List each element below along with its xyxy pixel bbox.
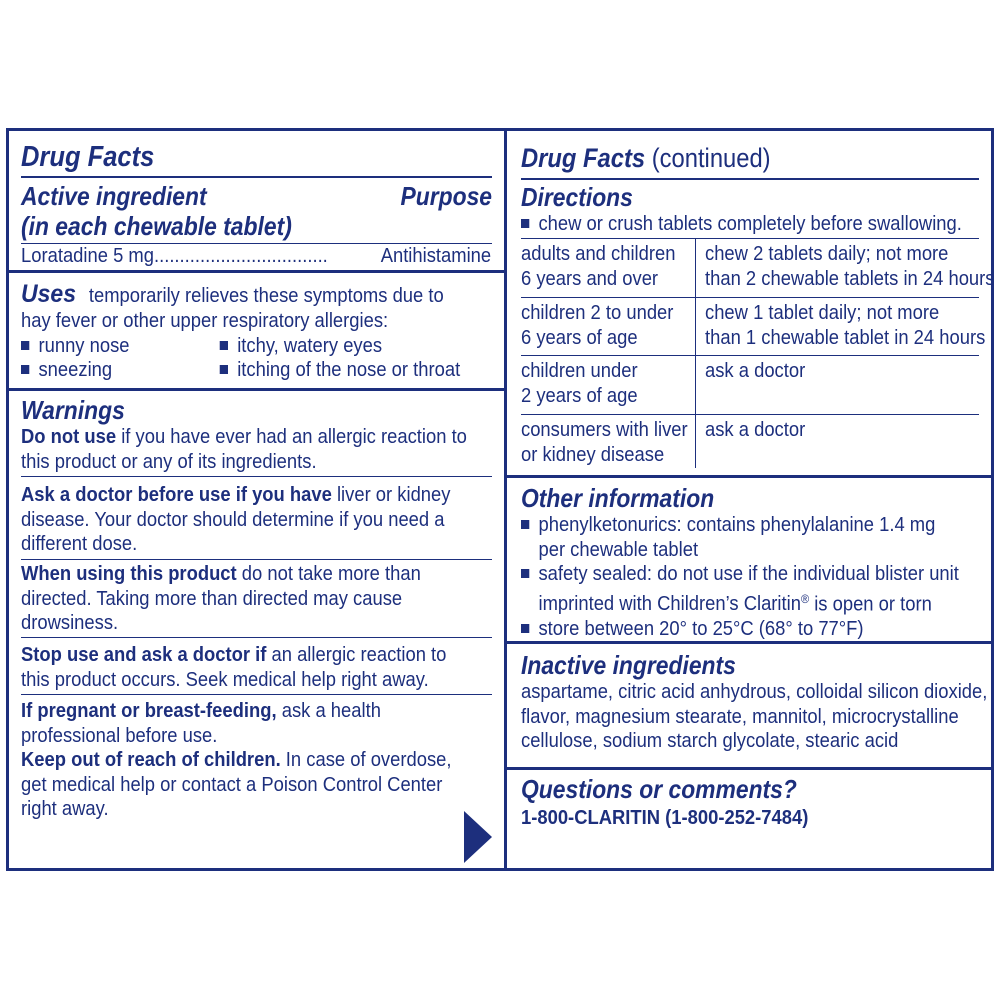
square-bullet-icon [21, 341, 29, 350]
warnings-section [9, 395, 504, 474]
title-rule [21, 176, 492, 178]
inactive-ingredients-heading: Inactive ingredients [521, 650, 736, 680]
keep-out-heading: Keep out of reach of children. [21, 749, 281, 771]
section-divider-uses [9, 270, 504, 273]
directions-heading: Directions [521, 182, 633, 212]
other-item: safety sealed: do not use if the individual blister unit imprinted with Children’s Claritin® is open or torn [521, 562, 978, 617]
square-bullet-icon [21, 365, 29, 374]
square-bullet-icon [521, 219, 529, 228]
active-ingredient-heading: Active ingredient [21, 181, 207, 211]
uses-section [9, 279, 504, 383]
left-panel [9, 131, 507, 868]
questions-heading: Questions or comments? [521, 774, 797, 804]
right-triangle-arrow-icon [464, 811, 492, 863]
warning-rule [21, 559, 492, 560]
active-ingredient-section [9, 181, 504, 245]
title-rule [521, 178, 979, 180]
uses-intro-line2: hay fever or other upper respiratory allergies: [21, 310, 389, 332]
use-item: runny nose [21, 334, 130, 359]
directions-section [507, 182, 991, 237]
active-ingredient-subheading: (in each chewable tablet) [21, 211, 292, 241]
ask-doctor-paragraph: Ask a doctor before use if you have liver or kidney disease. Your doctor should determine if you need a different dose. [21, 484, 451, 555]
other-item: store between 20° to 25°C (68° to 77°F) [521, 617, 978, 642]
directions-intro: chew or crush tablets completely before swallowing. [521, 212, 978, 237]
continued-title-section [507, 143, 991, 173]
use-item: itching of the nose or throat [220, 358, 460, 383]
inactive-ingredients-section: Inactive ingredients aspartame, citric acid anhydrous, colloidal silicon dioxide, flavor, magnesium stearate, mannitol, microcrystalline cellulose, sodium starch glycolate, stearic acid [521, 650, 988, 752]
warning-rule [21, 476, 492, 477]
section-divider-inactive [507, 641, 991, 644]
warning-rule [21, 637, 492, 638]
square-bullet-icon [521, 520, 529, 529]
purpose-heading: Purpose [400, 181, 492, 211]
warning-rule [21, 694, 492, 695]
other-information-section [507, 483, 991, 641]
square-bullet-icon [220, 341, 228, 350]
phone-number: 1-800-CLARITIN (1-800-252-7484) [521, 807, 809, 829]
warnings-heading: Warnings [21, 395, 125, 425]
ingredient-purpose: Antihistamine [380, 245, 492, 267]
section-divider-questions [507, 767, 991, 770]
stop-use-paragraph: Stop use and ask a doctor if an allergic reaction to this product occurs. Seek medical help right away. [21, 644, 447, 691]
drug-facts-label [6, 128, 994, 871]
section-divider-other [507, 475, 991, 478]
ingredient-name: Loratadine 5 mg [21, 245, 154, 267]
do-not-use-paragraph: Do not use if you have ever had an allergic reaction to this product or any of its ingredients. [21, 426, 467, 473]
right-panel [507, 131, 995, 868]
use-item: itchy, watery eyes [220, 334, 382, 359]
uses-heading: Uses [21, 280, 76, 308]
drug-facts-title-section [9, 141, 504, 173]
section-divider-warnings [9, 388, 504, 391]
use-item: sneezing [21, 358, 112, 383]
when-using-paragraph: When using this product do not take more than directed. Taking more than directed may cause drowsiness. [21, 563, 421, 634]
other-information-heading: Other information [521, 483, 715, 513]
ingredient-row [9, 244, 504, 269]
drug-facts-title: Drug Facts [21, 141, 155, 173]
square-bullet-icon [521, 624, 529, 633]
square-bullet-icon [220, 365, 228, 374]
questions-section [507, 774, 991, 831]
drug-facts-continued-title: Drug Facts (continued) [521, 143, 771, 173]
other-item: phenylketonurics: contains phenylalanine 1.4 mg per chewable tablet [521, 513, 978, 562]
leader-dots: .................................. [153, 245, 328, 267]
square-bullet-icon [521, 569, 529, 578]
pregnant-paragraph: If pregnant or breast-feeding, ask a health professional before use. Keep out of reach of children. In case of overdose, get medical help or contact a Poison Control Center right away. [21, 700, 452, 820]
directions-table: adults and children 6 years and over chew 2 tablets daily; not more than 2 chewable tablets in 24 hours children 2 to under 6 years of age chew 1 tablet daily; not more than 1 chewable tablet in 24 hours children under 2 years of age ask a doctor consumers with liver or kidney disease ask a doctor [521, 238, 979, 468]
uses-intro-line1: temporarily relieves these symptoms due to [88, 285, 444, 307]
